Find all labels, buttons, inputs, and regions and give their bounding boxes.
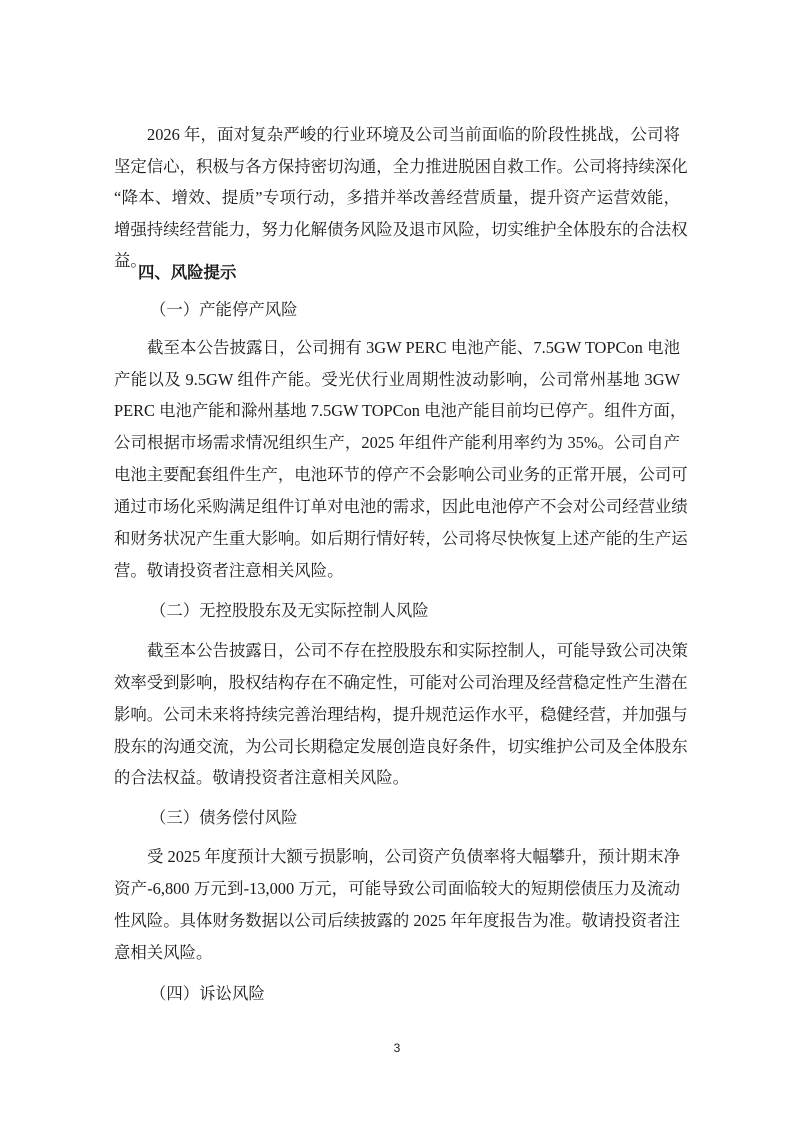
- paragraph-line: 性风险。具体财务数据以公司后续披露的 2025 年年度报告为准。敬请投资者注: [114, 911, 680, 930]
- paragraph-line: 和财务状况产生重大影响。如后期行情好转，公司将尽快恢复上述产能的生产运: [114, 529, 688, 548]
- subheading: （四）诉讼风险: [150, 984, 265, 1003]
- paragraph-line: 电池主要配套组件生产，电池环节的停产不会影响公司业务的正常开展，公司可: [114, 465, 688, 484]
- paragraph-line: 益。: [114, 251, 147, 270]
- paragraph-line: 增强持续经营能力，努力化解债务风险及退市风险，切实维护全体股东的合法权: [114, 220, 688, 239]
- paragraph-line: 股东的沟通交流，为公司长期稳定发展创造良好条件，切实维护公司及全体股东: [114, 737, 688, 756]
- page-number: 3: [393, 1041, 401, 1055]
- paragraph-line: 通过市场化采购满足组件订单对电池的需求，因此电池停产不会对公司经营业绩: [114, 497, 688, 516]
- paragraph-line: 意相关风险。: [114, 943, 213, 962]
- section-heading: 四、风险提示: [138, 263, 237, 282]
- paragraph-line: 的合法权益。敬请投资者注意相关风险。: [114, 768, 410, 787]
- paragraph-line: 坚定信心，积极与各方保持密切沟通，全力推进脱困自救工作。公司将持续深化: [114, 157, 688, 176]
- paragraph-line: 截至本公告披露日，公司拥有 3GW PERC 电池产能、7.5GW TOPCon 电池: [147, 338, 680, 357]
- paragraph-line: 截至本公告披露日，公司不存在控股股东和实际控制人，可能导致公司决策: [147, 641, 688, 660]
- paragraph-line: 资产-6,800 万元到-13,000 万元，可能导致公司面临较大的短期偿债压力及流动: [114, 879, 680, 898]
- paragraph-line: “降本、增效、提质”专项行动，多措并举改善经营质量，提升资产运营效能，: [114, 188, 680, 207]
- paragraph-line: 公司根据市场需求情况组织生产，2025 年组件产能利用率约为 35%。公司自产: [114, 433, 680, 452]
- paragraph-line: 效率受到影响，股权结构存在不确定性，可能对公司治理及经营稳定性产生潜在: [114, 673, 688, 692]
- paragraph-line: PERC 电池产能和滁州基地 7.5GW TOPCon 电池产能目前均已停产。组件方面，: [114, 401, 687, 420]
- subheading: （二）无控股股东及无实际控制人风险: [150, 601, 429, 620]
- subheading: （三）债务偿付风险: [150, 808, 298, 827]
- paragraph-line: 营。敬请投资者注意相关风险。: [114, 561, 344, 580]
- paragraph-line: 受 2025 年度预计大额亏损影响，公司资产负债率将大幅攀升，预计期末净: [147, 847, 680, 866]
- paragraph-line: 影响。公司未来将持续完善治理结构，提升规范运作水平，稳健经营，并加强与: [114, 705, 688, 724]
- paragraph-line: 2026 年，面对复杂严峻的行业环境及公司当前面临的阶段性挑战，公司将: [147, 125, 680, 144]
- paragraph-line: 产能以及 9.5GW 组件产能。受光伏行业周期性波动影响，公司常州基地 3GW: [114, 370, 680, 389]
- subheading: （一）产能停产风险: [150, 300, 298, 319]
